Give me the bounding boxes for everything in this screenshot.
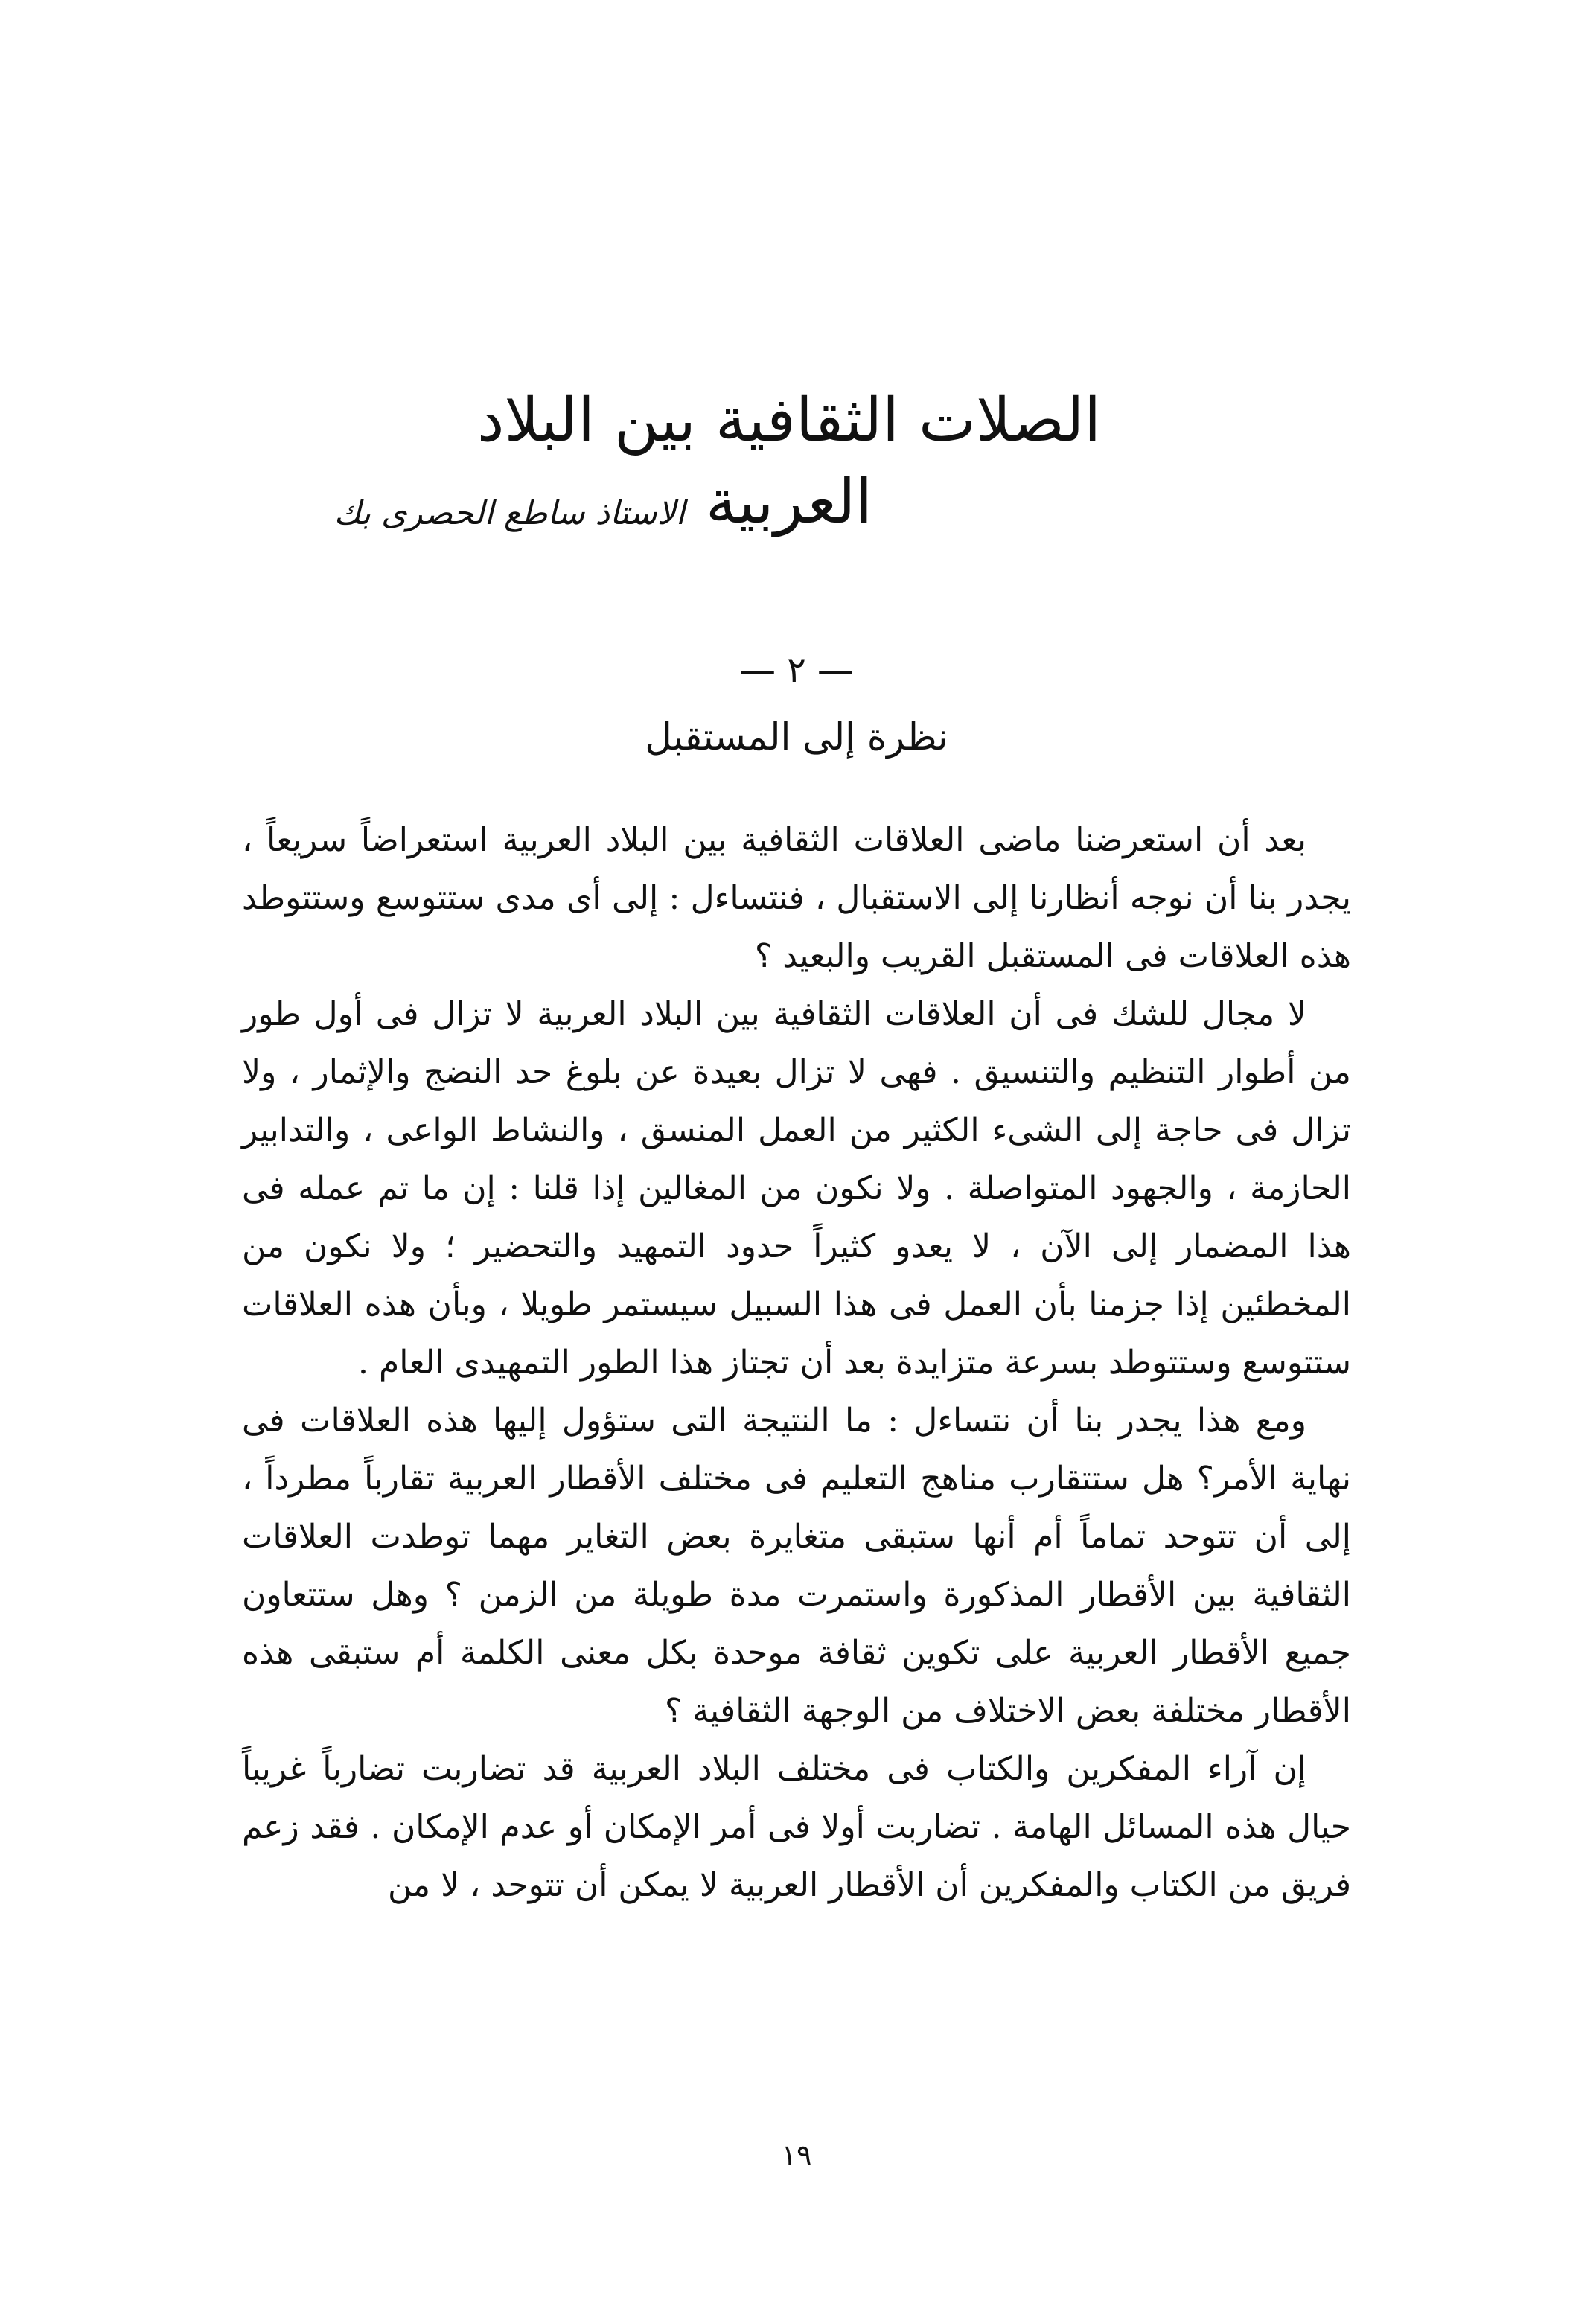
paragraph-3: ومع هذا يجدر بنا أن نتساءل : ما النتيجة التى ستؤول إليها هذه العلاقات فى نهاية الأمر؟ هل ستتقارب مناهج التعليم فى مختلف الأقطار العربية تقارباً مطرداً ، إلى أن تتوحد تماماً أم أنها ستبقى متغايرة بعض التغاير مهما توطدت العلاقات الثقافية بين الأقطار المذكورة واستمرت مدة طويلة من الزمن ؟ وهل ستتعاون جميع الأقطار العربية على تكوين ثقافة موحدة بكل معنى الكلمة أم ستبقى هذه الأقطار مختلفة بعض الاختلاف من الوجهة الثقافية ؟ [242, 1402, 1351, 1730]
paragraph-2: لا مجال للشك فى أن العلاقات الثقافية بين البلاد العربية لا تزال فى أول طور من أطوار التنظيم والتنسيق . فهى لا تزال بعيدة عن بلوغ حد النضج والإثمار ، ولا تزال فى حاجة إلى الشىء الكثير من العمل المنسق ، والنشاط الواعى ، والتدابير الحازمة ، والجهود المتواصلة . ولا نكون من المغالين إذا قلنا : إن ما تم عمله فى هذا المضمار إلى الآن ، لا يعدو كثيراً حدود التمهيد والتحضير ؛ ولا نكون من المخطئين إذا جزمنا بأن العمل فى هذا السبيل سيستمر طويلا ، وبأن هذه العلاقات ستتوسع وستتوطد بسرعة متزايدة بعد أن تجتاز هذا الطور التمهيدى العام . [242, 995, 1351, 1382]
part-number: — ٢ — [739, 649, 854, 691]
section-title: نظرة إلى المستقبل [645, 715, 948, 759]
article-body [242, 811, 1351, 1915]
article-author: الاستاذ ساطع الحصرى بك [333, 494, 685, 532]
paragraph-4: إن آراء المفكرين والكتاب فى مختلف البلاد العربية قد تضاربت تضارباً غريباً حيال هذه المسائل الهامة . تضاربت أولا فى أمر الإمكان أو عدم الإمكان . فقد زعم فريق من الكتاب والمفكرين أن الأقطار العربية لا يمكن أن تتوحد ، لا من [242, 1750, 1351, 1904]
article-title: الصلات الثقافية بين البلاد العربية [476, 385, 1102, 537]
paragraph-1: بعد أن استعرضنا ماضى العلاقات الثقافية بين البلاد العربية استعراضاً سريعاً ، يجدر بنا أن نوجه أنظارنا إلى الاستقبال ، فنتساءل : إلى أى مدى ستتوسع وستتوطد هذه العلاقات فى المستقبل القريب والبعيد ؟ [242, 821, 1351, 975]
page-number: ١٩ [781, 2139, 812, 2171]
